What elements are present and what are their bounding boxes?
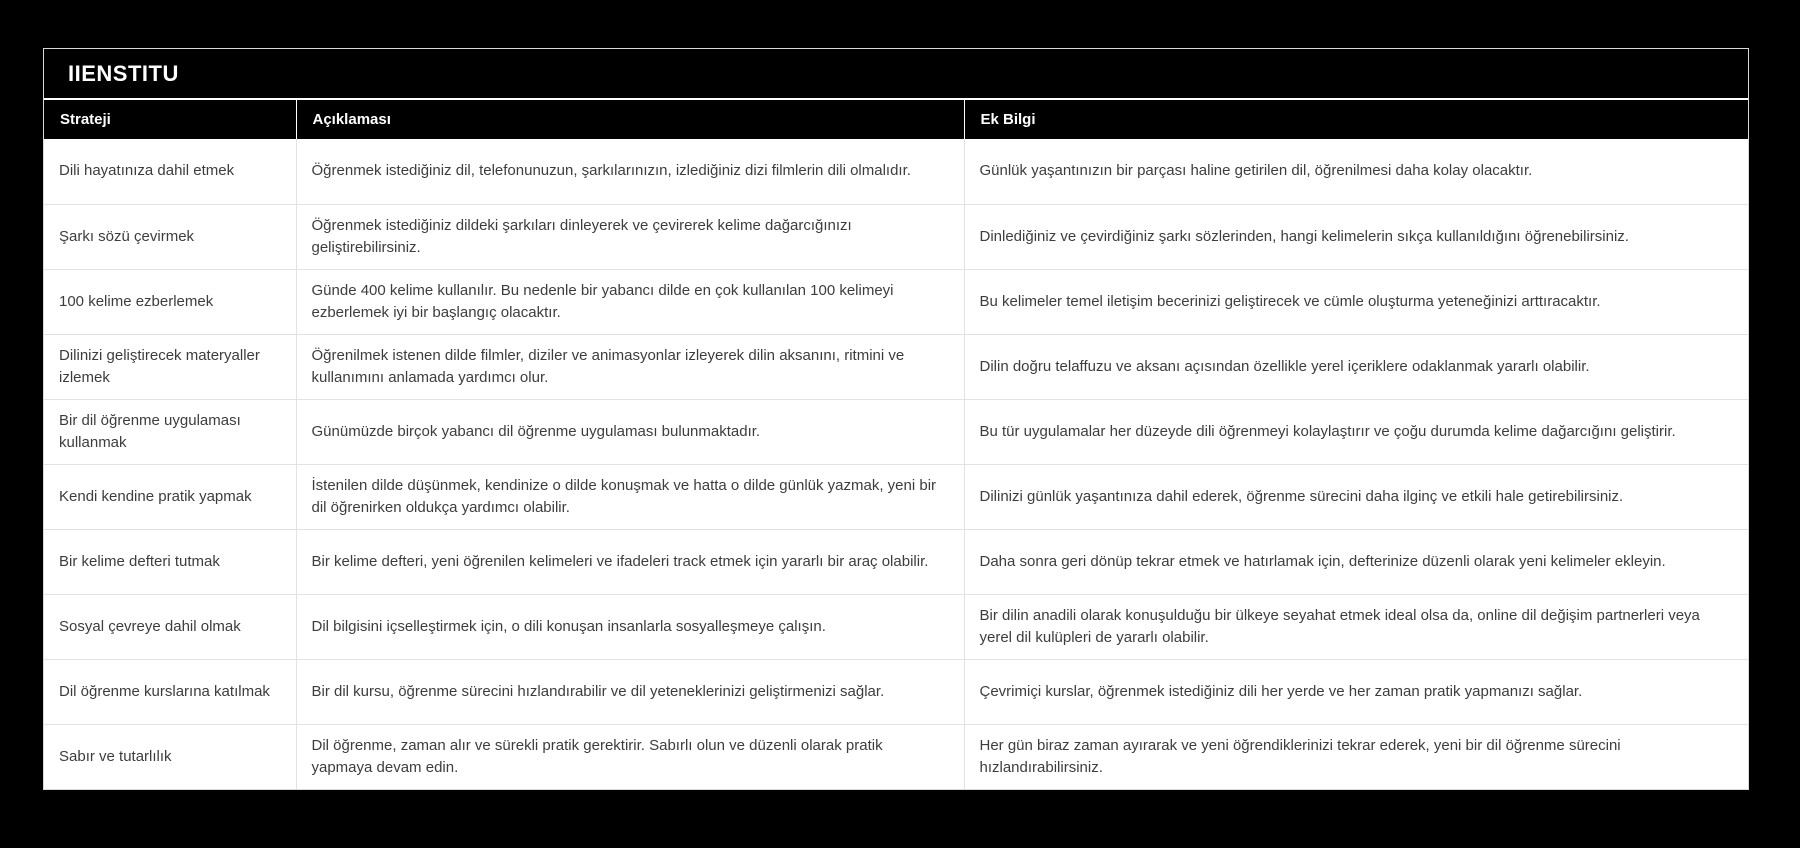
table-row [44,334,1748,399]
column-header-strateji: Strateji [44,100,296,139]
cell-extra: Dilinizi günlük yaşantınıza dahil ederek, öğrenme sürecini daha ilginç ve etkili hale getirebilirsiniz. [964,464,1748,529]
cell-extra: Bir dilin anadili olarak konuşulduğu bir ülkeye seyahat etmek ideal olsa da, online dil değişim partnerleri veya yerel dil kulüpleri de yararlı olabilir. [964,594,1748,659]
cell-extra: Dinlediğiniz ve çevirdiğiniz şarkı sözlerinden, hangi kelimelerin sıkça kullanıldığını öğrenebilirsiniz. [964,204,1748,269]
table-row [44,529,1748,594]
table-row [44,464,1748,529]
cell-strategy: Sabır ve tutarlılık [44,724,296,789]
cell-description: Günde 400 kelime kullanılır. Bu nedenle bir yabancı dilde en çok kullanılan 100 kelimeyi ezberlemek iyi bir başlangıç olacaktır. [296,269,964,334]
cell-extra: Çevrimiçi kurslar, öğrenmek istediğiniz dili her yerde ve her zaman pratik yapmanızı sağlar. [964,659,1748,724]
table-row [44,139,1748,204]
table-row [44,659,1748,724]
cell-strategy: Dili hayatınıza dahil etmek [44,139,296,204]
cell-strategy: 100 kelime ezberlemek [44,269,296,334]
cell-description: Günümüzde birçok yabancı dil öğrenme uygulaması bulunmaktadır. [296,399,964,464]
strategies-card [43,48,1749,790]
cell-description: Bir kelime defteri, yeni öğrenilen kelimeleri ve ifadeleri track etmek için yararlı bir araç olabilir. [296,529,964,594]
cell-strategy: Kendi kendine pratik yapmak [44,464,296,529]
cell-strategy: Şarkı sözü çevirmek [44,204,296,269]
cell-strategy: Dilinizi geliştirecek materyaller izlemek [44,334,296,399]
table-row [44,399,1748,464]
cell-description: Öğrenilmek istenen dilde filmler, diziler ve animasyonlar izleyerek dilin aksanını, ritmini ve kullanımını anlamada yardımcı olur. [296,334,964,399]
cell-extra: Her gün biraz zaman ayırarak ve yeni öğrendiklerinizi tekrar ederek, yeni bir dil öğrenme sürecini hızlandırabilirsiniz. [964,724,1748,789]
cell-description: Dil bilgisini içselleştirmek için, o dili konuşan insanlarla sosyalleşmeye çalışın. [296,594,964,659]
cell-extra: Dilin doğru telaffuzu ve aksanı açısından özellikle yerel içeriklere odaklanmak yararlı olabilir. [964,334,1748,399]
cell-strategy: Sosyal çevreye dahil olmak [44,594,296,659]
cell-strategy: Bir kelime defteri tutmak [44,529,296,594]
table-row [44,724,1748,789]
strategies-table [44,100,1748,789]
table-row [44,204,1748,269]
page-title: IIENSTITU [44,49,1748,100]
cell-description: Öğrenmek istediğiniz dil, telefonunuzun, şarkılarınızın, izlediğiniz dizi filmlerin dili olmalıdır. [296,139,964,204]
cell-strategy: Bir dil öğrenme uygulaması kullanmak [44,399,296,464]
cell-extra: Günlük yaşantınızın bir parçası haline getirilen dil, öğrenilmesi daha kolay olacaktır. [964,139,1748,204]
cell-description: İstenilen dilde düşünmek, kendinize o dilde konuşmak ve hatta o dilde günlük yazmak, yeni bir dil öğrenirken oldukça yardımcı olabilir. [296,464,964,529]
cell-description: Dil öğrenme, zaman alır ve sürekli pratik gerektirir. Sabırlı olun ve düzenli olarak pratik yapmaya devam edin. [296,724,964,789]
cell-description: Bir dil kursu, öğrenme sürecini hızlandırabilir ve dil yeteneklerinizi geliştirmenizi sağlar. [296,659,964,724]
table-row [44,594,1748,659]
column-header-aciklamasi: Açıklaması [296,100,964,139]
cell-description: Öğrenmek istediğiniz dildeki şarkıları dinleyerek ve çevirerek kelime dağarcığınızı geliştirebilirsiniz. [296,204,964,269]
cell-extra: Bu kelimeler temel iletişim becerinizi geliştirecek ve cümle oluşturma yeteneğinizi arttıracaktır. [964,269,1748,334]
cell-strategy: Dil öğrenme kurslarına katılmak [44,659,296,724]
table-header-row [44,100,1748,139]
cell-extra: Bu tür uygulamalar her düzeyde dili öğrenmeyi kolaylaştırır ve çoğu durumda kelime dağarcığını geliştirir. [964,399,1748,464]
table-row [44,269,1748,334]
cell-extra: Daha sonra geri dönüp tekrar etmek ve hatırlamak için, defterinize düzenli olarak yeni kelimeler ekleyin. [964,529,1748,594]
column-header-ek-bilgi: Ek Bilgi [964,100,1748,139]
